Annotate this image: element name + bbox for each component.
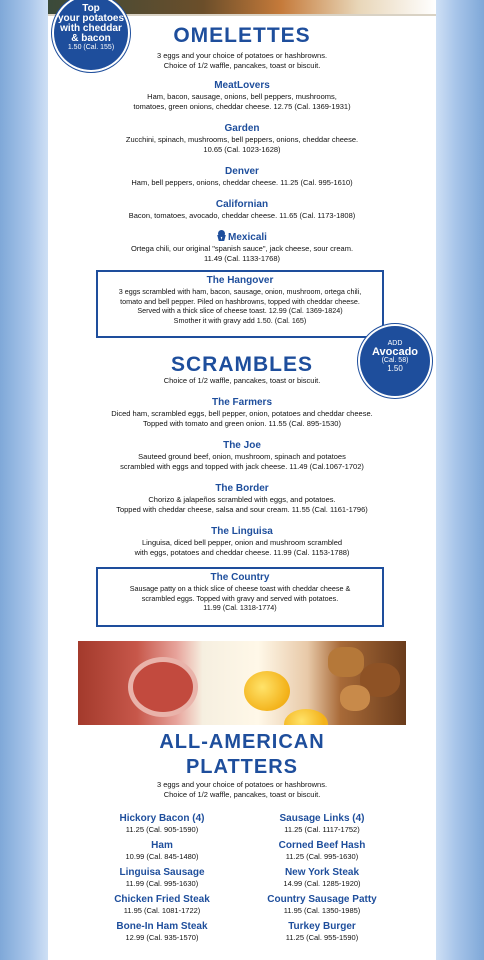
item-desc: Linguisa, diced bell pepper, onion and mushroom scrambled with eggs, potatoes and cheddar cheese. 11.99 (Cal. 1153-1788) bbox=[134, 538, 350, 557]
menu-item-linguisa bbox=[68, 525, 416, 558]
item-name: Denver bbox=[225, 166, 259, 177]
item-desc: Ham, bell peppers, onions, cheddar cheese. 11.25 (Cal. 995-1610) bbox=[131, 178, 353, 187]
item-desc: 11.25 (Cal. 995-1630) bbox=[285, 852, 359, 861]
menu-item-mexicali bbox=[68, 230, 416, 264]
item-name: New York Steak bbox=[284, 867, 360, 878]
item-desc: 11.95 (Cal. 1350-1985) bbox=[283, 906, 361, 915]
item-desc: 10.99 (Cal. 845-1480) bbox=[125, 852, 199, 861]
item-desc: Sausage patty on a thick slice of cheese toast with cheddar cheese & scrambled eggs. Topped with gravy and served with potatoes. 11.99 (Cal. 1318-1774) bbox=[129, 584, 351, 612]
platter-ham bbox=[82, 840, 242, 861]
badge-line: & bacon bbox=[71, 33, 111, 44]
item-desc: 11.25 (Cal. 1117-1752) bbox=[284, 825, 360, 834]
platter-new-york-steak bbox=[242, 867, 402, 888]
item-name: Sausage Links (4) bbox=[279, 813, 365, 824]
item-desc: 11.25 (Cal. 955-1590) bbox=[285, 933, 359, 942]
item-name: Californian bbox=[215, 199, 269, 210]
badge-price: 1.50 (Cal. 155) bbox=[67, 44, 115, 51]
item-desc: Sauteed ground beef, onion, mushroom, spinach and potatoes scrambled with eggs and topped with jack cheese. 11.49 (Cal.1067-1702) bbox=[120, 452, 364, 471]
platters-title-line2: PLATTERS bbox=[185, 756, 299, 778]
item-name: The Country bbox=[210, 572, 270, 583]
badge-line: ADD bbox=[387, 340, 403, 347]
menu-item-denver bbox=[68, 165, 416, 188]
item-name: Bone-In Ham Steak bbox=[116, 921, 208, 932]
badge-line: your potatoes bbox=[57, 13, 125, 24]
platter-country-sausage-patty bbox=[242, 894, 402, 915]
item-name: The Linguisa bbox=[211, 526, 273, 537]
item-desc: Ham, bacon, sausage, onions, bell peppers, mushrooms, tomatoes, green onions, cheddar cheese. 12.75 (Cal. 1369-1931) bbox=[133, 92, 351, 111]
item-desc: Chorizo & jalapeños scrambled with eggs, and potatoes. Topped with cheddar cheese, salsa and sour cream. 11.55 (Cal. 1161-1796) bbox=[116, 495, 368, 514]
potato-image bbox=[340, 685, 370, 711]
item-name: Garden bbox=[224, 123, 260, 134]
intro-line: Choice of 1/2 waffle, pancakes, toast or biscuit. bbox=[163, 790, 321, 799]
item-desc: 14.99 (Cal. 1285-1920) bbox=[283, 879, 361, 888]
egg-yolk-image bbox=[284, 709, 328, 725]
platter-sausage-links bbox=[242, 813, 402, 834]
platter-linguisa-sausage bbox=[82, 867, 242, 888]
menu-item-border bbox=[68, 482, 416, 515]
item-name: Chicken Fried Steak bbox=[114, 894, 210, 905]
platter-chicken-fried-steak bbox=[82, 894, 242, 915]
item-desc: Diced ham, scrambled eggs, bell pepper, onion, potatoes and cheddar cheese. Topped with tomato and green onion. 11.55 (Cal. 895-1530) bbox=[111, 409, 373, 428]
scrambles-title: SCRAMBLES bbox=[170, 353, 313, 376]
item-name: Ham bbox=[151, 840, 173, 851]
omelettes-title: OMELETTES bbox=[173, 24, 311, 47]
item-desc: 12.99 (Cal. 935-1570) bbox=[125, 933, 199, 942]
menu-item-garden bbox=[68, 122, 416, 155]
menu-item-meatlovers bbox=[68, 79, 416, 112]
ham-slice-image bbox=[128, 657, 198, 717]
item-name: MeatLovers bbox=[214, 80, 270, 91]
item-name-row bbox=[68, 230, 416, 244]
item-name: The Joe bbox=[223, 440, 261, 451]
platter-corned-beef-hash bbox=[242, 840, 402, 861]
item-name: Country Sausage Patty bbox=[267, 894, 377, 905]
menu-page bbox=[48, 0, 436, 960]
item-desc: Zucchini, spinach, mushrooms, bell peppers, onions, cheddar cheese. 10.65 (Cal. 1023-1628) bbox=[125, 135, 359, 154]
scrambles-intro: Choice of 1/2 waffle, pancakes, toast or biscuit. bbox=[163, 376, 321, 385]
item-desc: 11.25 (Cal. 905-1590) bbox=[125, 825, 199, 834]
item-name: Corned Beef Hash bbox=[278, 840, 366, 851]
platter-turkey-burger bbox=[242, 921, 402, 942]
featured-item-country bbox=[96, 567, 384, 627]
award-ribbon-icon bbox=[217, 230, 226, 241]
item-name: The Hangover bbox=[206, 275, 274, 286]
item-name: Linguisa Sausage bbox=[119, 867, 205, 878]
item-desc: 11.95 (Cal. 1081-1722) bbox=[123, 906, 201, 915]
item-desc: 11.99 (Cal. 995-1630) bbox=[125, 879, 199, 888]
item-name: Mexicali bbox=[228, 232, 267, 243]
potato-image bbox=[328, 647, 364, 677]
menu-item-californian bbox=[68, 198, 416, 221]
item-name: The Border bbox=[215, 483, 269, 494]
item-name: The Farmers bbox=[211, 397, 273, 408]
platter-bone-in-ham-steak bbox=[82, 921, 242, 942]
featured-item-hangover bbox=[96, 270, 384, 338]
platter-hickory-bacon bbox=[82, 813, 242, 834]
menu-item-joe bbox=[68, 439, 416, 472]
item-desc: Ortega chili, our original "spanish sauce", jack cheese, sour cream. 11.49 (Cal. 1133-1768) bbox=[130, 244, 354, 263]
badge-line: Avocado bbox=[371, 346, 419, 358]
omelettes-intro bbox=[48, 51, 436, 71]
platters-intro bbox=[48, 780, 436, 800]
item-desc: Bacon, tomatoes, avocado, cheddar cheese. 11.65 (Cal. 1173-1808) bbox=[128, 211, 356, 220]
breakfast-platter-photo bbox=[78, 641, 406, 725]
egg-yolk-image bbox=[244, 671, 290, 711]
badge-cal: (Cal. 58) bbox=[381, 357, 409, 364]
badge-line: with cheddar bbox=[60, 23, 122, 34]
item-name: Hickory Bacon (4) bbox=[119, 813, 205, 824]
intro-line: 3 eggs and your choice of potatoes or hashbrowns. bbox=[156, 780, 328, 789]
intro-line: Choice of 1/2 waffle, pancakes, toast or biscuit. bbox=[163, 61, 321, 70]
intro-line: 3 eggs and your choice of potatoes or hashbrowns. bbox=[156, 51, 328, 60]
platters-title-line1: ALL-AMERICAN bbox=[159, 731, 325, 753]
badge-line: Top bbox=[82, 3, 100, 14]
item-name: Turkey Burger bbox=[288, 921, 356, 932]
badge-price: 1.50 bbox=[387, 364, 403, 373]
menu-item-farmers bbox=[68, 396, 416, 429]
item-desc: 3 eggs scrambled with ham, bacon, sausage, onion, mushroom, ortega chili, tomato and bell pepper. Piled on hashbrowns, topped with cheddar cheese. Served with a thick slice of cheese toast. 12.99 (Cal. 1369-1824) Smother it with gravy add 1.50. (Cal. 165) bbox=[118, 287, 362, 325]
